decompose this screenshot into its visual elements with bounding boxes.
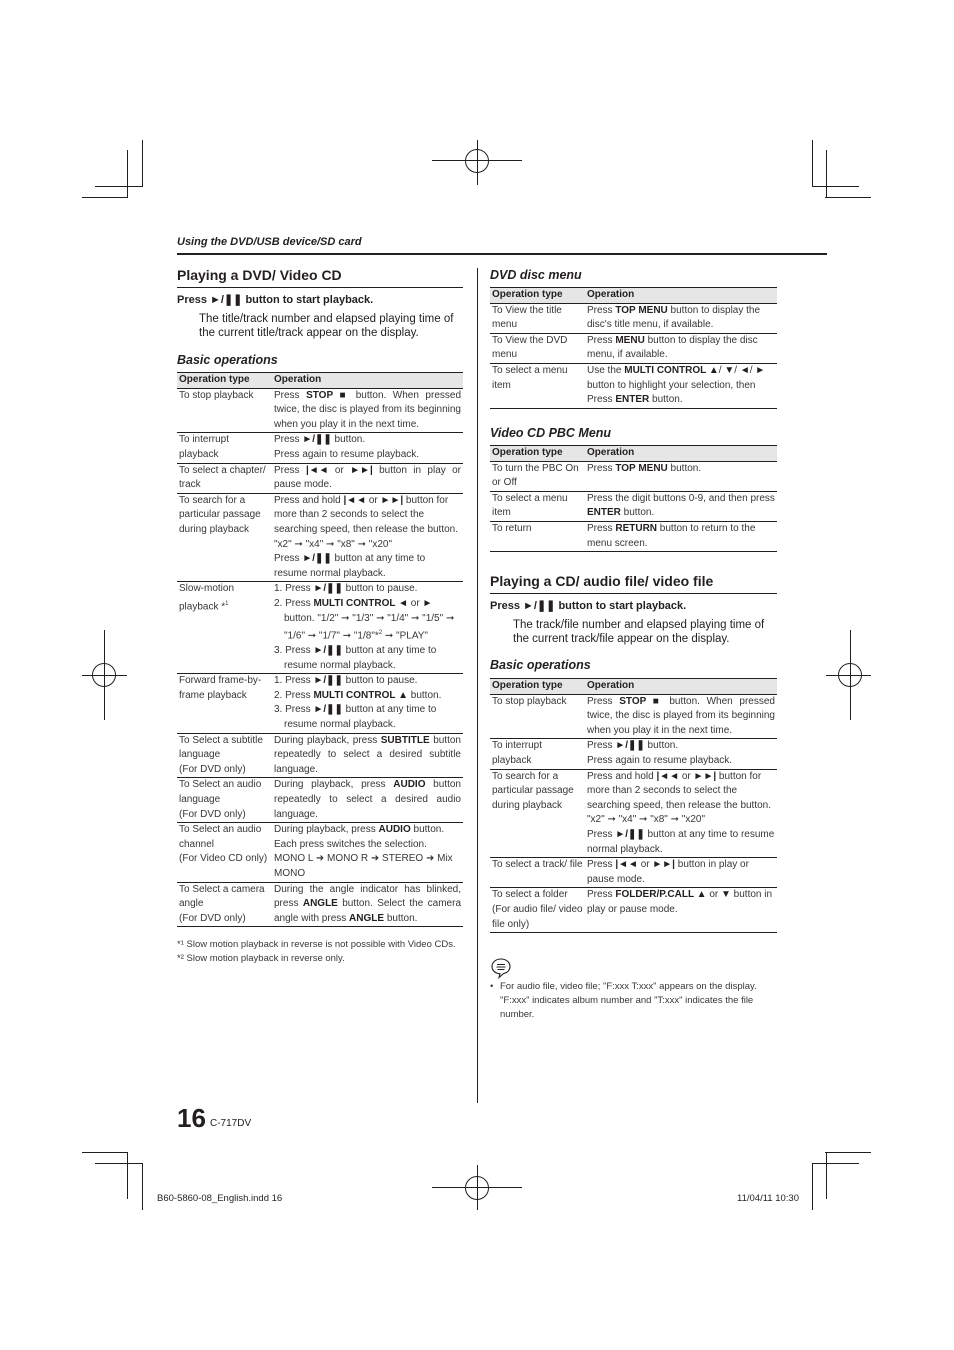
file-imprint: B60-5860-08_English.indd 16 bbox=[157, 1193, 283, 1204]
operation-description: During playback, press AUDIO button. Each press switches the selection. MONO L ➜ MONO R ➜ STEREO ➜ Mix MONO bbox=[272, 823, 463, 882]
table-row bbox=[490, 521, 777, 551]
operation-description: Use the MULTI CONTROL ▲/ ▼/ ◄/ ► button to highlight your selection, then Press ENTER button. bbox=[585, 363, 777, 408]
table-row bbox=[177, 433, 463, 463]
playback-description: The title/track number and elapsed playing time of the current title/track appear on the display. bbox=[199, 313, 454, 339]
table-row bbox=[490, 769, 777, 858]
cd-basic-operations-table bbox=[490, 678, 777, 933]
column-header: Operation bbox=[272, 373, 463, 389]
operation-type: To Select an audio channel (For Video CD only) bbox=[177, 823, 272, 882]
operation-type: To Select an audio language (For DVD only) bbox=[177, 778, 272, 823]
table-row bbox=[490, 858, 777, 888]
operation-description: Press FOLDER/P.CALL ▲ or ▼ button in play or pause mode. bbox=[585, 888, 777, 933]
table-header-row bbox=[490, 288, 777, 304]
column-header: Operation type bbox=[490, 446, 585, 462]
section-rule bbox=[177, 287, 463, 288]
basic-operations-heading: Basic operations bbox=[490, 658, 591, 672]
running-header: Using the DVD/USB device/SD card bbox=[177, 236, 362, 248]
press-instruction: Press ►/❚❚ button to start playback. bbox=[490, 600, 687, 612]
operation-description: During the angle indicator has blinked, press ANGLE button. Select the camera angle with press ANGLE button. bbox=[272, 882, 463, 927]
pbc-menu-table bbox=[490, 445, 777, 552]
section-rule bbox=[490, 593, 777, 594]
dvd-basic-operations-table bbox=[177, 372, 463, 927]
column-header: Operation type bbox=[490, 288, 585, 304]
table-row bbox=[177, 388, 463, 433]
footnotes bbox=[177, 938, 463, 966]
table-row bbox=[490, 461, 777, 491]
column-header: Operation bbox=[585, 288, 777, 304]
table-row bbox=[177, 882, 463, 927]
table-row bbox=[490, 491, 777, 521]
table-row bbox=[177, 582, 463, 674]
table-row bbox=[177, 463, 463, 493]
table-row bbox=[177, 778, 463, 823]
operation-type: To select a chapter/ track bbox=[177, 463, 272, 493]
column-header: Operation type bbox=[177, 373, 272, 389]
press-instruction: Press ►/❚❚ button to start playback. bbox=[177, 294, 374, 306]
operation-type: To return bbox=[490, 521, 585, 551]
table-row bbox=[490, 333, 777, 363]
operation-description: Press STOP ■ button. When pressed twice, the disc is played from its beginning when you play it in the next time. bbox=[272, 388, 463, 433]
note-icon bbox=[490, 957, 512, 979]
operation-description: Press TOP MENU button. bbox=[585, 461, 777, 491]
section-title-dvd: Playing a DVD/ Video CD bbox=[177, 267, 342, 283]
operation-type: To interrupt playback bbox=[490, 739, 585, 769]
operation-type: To select a folder (For audio file/ video file only) bbox=[490, 888, 585, 933]
operation-description: Press ►/❚❚ button. Press again to resume playback. bbox=[272, 433, 463, 463]
table-row bbox=[490, 694, 777, 739]
column-header: Operation bbox=[585, 446, 777, 462]
date-imprint: 11/04/11 10:30 bbox=[737, 1193, 799, 1204]
operation-type: Slow-motion playback *$^1$ bbox=[177, 582, 272, 674]
table-row bbox=[490, 888, 777, 933]
header-rule bbox=[177, 253, 827, 255]
table-header-row bbox=[490, 679, 777, 695]
dvd-disc-menu-heading: DVD disc menu bbox=[490, 268, 582, 282]
operation-description: Press MENU button to display the disc menu, if available. bbox=[585, 333, 777, 363]
operation-type: To select a track/ file bbox=[490, 858, 585, 888]
page-number: 16 bbox=[177, 1103, 206, 1133]
model-number: C-717DV bbox=[210, 1118, 252, 1129]
operation-description: Press RETURN button to return to the menu screen. bbox=[585, 521, 777, 551]
table-row bbox=[490, 739, 777, 769]
table-header-row bbox=[490, 446, 777, 462]
playback-description: The track/file number and elapsed playing time of the current track/file appear on the display. bbox=[513, 619, 765, 645]
section-title-cd: Playing a CD/ audio file/ video file bbox=[490, 573, 714, 589]
table-row bbox=[177, 674, 463, 733]
operation-type: To stop playback bbox=[490, 694, 585, 739]
operation-description: Press |◄◄ or ►►| button in play or pause mode. bbox=[585, 858, 777, 888]
operation-description: Press STOP ■ button. When pressed twice, the disc is played from its beginning when you play it in the next time. bbox=[585, 694, 777, 739]
operation-type: To select a menu item bbox=[490, 491, 585, 521]
operation-type: To Select a camera angle (For DVD only) bbox=[177, 882, 272, 927]
operation-description: Press and hold |◄◄ or ►►| button for more than 2 seconds to select the searching speed, then release the button. "x2" ➞ "x4" ➞ "x8" ➞ "x20" Press ►/❚❚ button at any time to resume normal playback. bbox=[585, 769, 777, 858]
footnote-2: *² Slow motion playback in reverse only. bbox=[177, 953, 345, 964]
operation-description: Press ►/❚❚ button. Press again to resume playback. bbox=[585, 739, 777, 769]
operation-description: Press TOP MENU button to display the disc's title menu, if available. bbox=[585, 303, 777, 333]
table-row bbox=[177, 823, 463, 882]
table-row bbox=[490, 303, 777, 333]
operation-type: To View the title menu bbox=[490, 303, 585, 333]
operation-description: Press and hold |◄◄ or ►►| button for more than 2 seconds to select the searching speed, then release the button. "x2" ➞ "x4" ➞ "x8" ➞ "x20" Press ►/❚❚ button at any time to resume normal playback. bbox=[272, 493, 463, 582]
operation-type: To stop playback bbox=[177, 388, 272, 433]
note-text: For audio file, video file; "F:xxx T:xxx" appears on the display. "F:xxx" indicates album number and "T:xxx" indicates the file number. bbox=[500, 981, 757, 1020]
bullet-icon: • bbox=[490, 981, 494, 992]
operation-description: 1. Press ►/❚❚ button to pause. 2. Press MULTI CONTROL ▲ button. 3. Press ►/❚❚ button at any time to resume normal playback. bbox=[272, 674, 463, 733]
table-row bbox=[177, 733, 463, 778]
operation-type: To search for a particular passage during playback bbox=[177, 493, 272, 582]
operation-description: During playback, press SUBTITLE button repeatedly to select a desired subtitle language. bbox=[272, 733, 463, 778]
operation-type: To View the DVD menu bbox=[490, 333, 585, 363]
operation-type: To search for a particular passage during playback bbox=[490, 769, 585, 858]
operation-description: During playback, press AUDIO button repeatedly to select a desired audio language. bbox=[272, 778, 463, 823]
table-row bbox=[177, 493, 463, 582]
column-separator bbox=[477, 268, 478, 1103]
operation-description: 1. Press ►/❚❚ button to pause. 2. Press MULTI CONTROL ◄ or ► button. "1/2" ➞ "1/3" ➞ "1/4" ➞ "1/5" ➞ "1/6" ➞ "1/7" ➞ "1/8"*$^2$ ➞ "PLAY" 3. Press ►/❚❚ button at any time to resume normal playback. bbox=[272, 582, 463, 674]
table-header-row bbox=[177, 373, 463, 389]
basic-operations-heading: Basic operations bbox=[177, 353, 278, 367]
operation-type: To select a menu item bbox=[490, 363, 585, 408]
operation-type: To turn the PBC On or Off bbox=[490, 461, 585, 491]
pbc-menu-heading: Video CD PBC Menu bbox=[490, 426, 612, 440]
column-header: Operation type bbox=[490, 679, 585, 695]
operation-description: Press |◄◄ or ►►| button in play or pause mode. bbox=[272, 463, 463, 493]
operation-type: To interrupt playback bbox=[177, 433, 272, 463]
dvd-disc-menu-table bbox=[490, 287, 777, 409]
footnote-1: *¹ Slow motion playback in reverse is not possible with Video CDs. bbox=[177, 939, 456, 950]
operation-description: Press the digit buttons 0-9, and then press ENTER button. bbox=[585, 491, 777, 521]
operation-type: Forward frame-by-frame playback bbox=[177, 674, 272, 733]
note bbox=[490, 980, 777, 1022]
operation-type: To Select a subtitle language (For DVD only) bbox=[177, 733, 272, 778]
column-header: Operation bbox=[585, 679, 777, 695]
table-row bbox=[490, 363, 777, 408]
